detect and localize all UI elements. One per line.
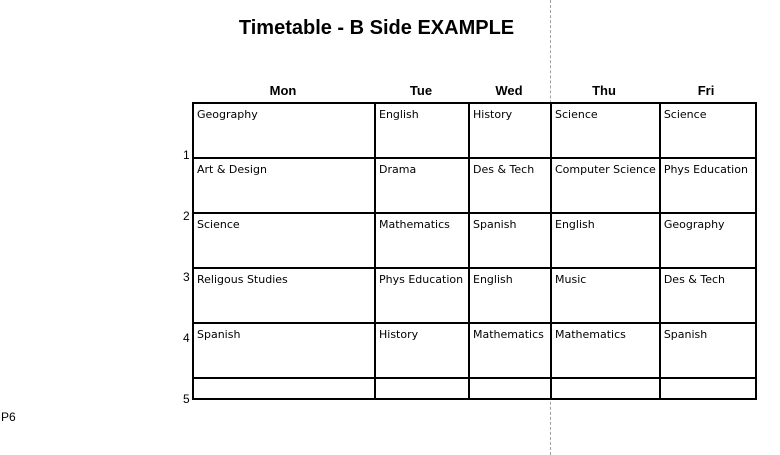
empty-row — [193, 378, 756, 399]
table-row — [193, 103, 756, 158]
cell-mon-p3: Science — [193, 213, 375, 268]
table-row — [193, 268, 756, 323]
cell-wed-p2: Des & Tech — [469, 158, 551, 213]
day-header-mon: Mon — [269, 83, 297, 98]
cell-thu-p5: Mathematics — [551, 323, 660, 378]
cell-thu-p4: Music — [551, 268, 660, 323]
day-header-thu: Thu — [592, 83, 616, 98]
empty-cell — [375, 378, 469, 399]
table-row — [193, 158, 756, 213]
table-row — [193, 323, 756, 378]
cell-fri-p4: Des & Tech — [660, 268, 756, 323]
period-label-2: 2 — [183, 209, 190, 223]
cell-mon-p4: Religous Studies — [193, 268, 375, 323]
cell-wed-p1: History — [469, 103, 551, 158]
cell-fri-p1: Science — [660, 103, 756, 158]
cell-mon-p1: Geography — [193, 103, 375, 158]
day-header-fri: Fri — [697, 83, 715, 98]
day-header-tue: Tue — [409, 83, 433, 98]
period-label-5: 5 — [183, 392, 190, 406]
timetable-grid — [192, 102, 757, 400]
cell-wed-p3: Spanish — [469, 213, 551, 268]
cell-tue-p5: History — [375, 323, 469, 378]
cell-mon-p2: Art & Design — [193, 158, 375, 213]
table-row — [193, 213, 756, 268]
day-header-wed: Wed — [495, 83, 523, 98]
period-label-3: 3 — [183, 270, 190, 284]
empty-cell — [469, 378, 551, 399]
cell-tue-p2: Drama — [375, 158, 469, 213]
empty-cell — [551, 378, 660, 399]
cell-tue-p3: Mathematics — [375, 213, 469, 268]
period-label-1: 1 — [183, 148, 190, 162]
empty-cell — [193, 378, 375, 399]
side-label: P6 — [1, 410, 16, 424]
cell-tue-p1: English — [375, 103, 469, 158]
cell-fri-p2: Phys Education — [660, 158, 756, 213]
cell-fri-p3: Geography — [660, 213, 756, 268]
cell-thu-p2: Computer Science — [551, 158, 660, 213]
cell-thu-p3: English — [551, 213, 660, 268]
cell-tue-p4: Phys Education — [375, 268, 469, 323]
cell-wed-p4: English — [469, 268, 551, 323]
cell-mon-p5: Spanish — [193, 323, 375, 378]
cell-wed-p5: Mathematics — [469, 323, 551, 378]
empty-cell — [660, 378, 756, 399]
timetable-title: Timetable - B Side EXAMPLE — [238, 17, 515, 39]
period-label-4: 4 — [183, 331, 190, 345]
cell-fri-p5: Spanish — [660, 323, 756, 378]
cell-thu-p1: Science — [551, 103, 660, 158]
